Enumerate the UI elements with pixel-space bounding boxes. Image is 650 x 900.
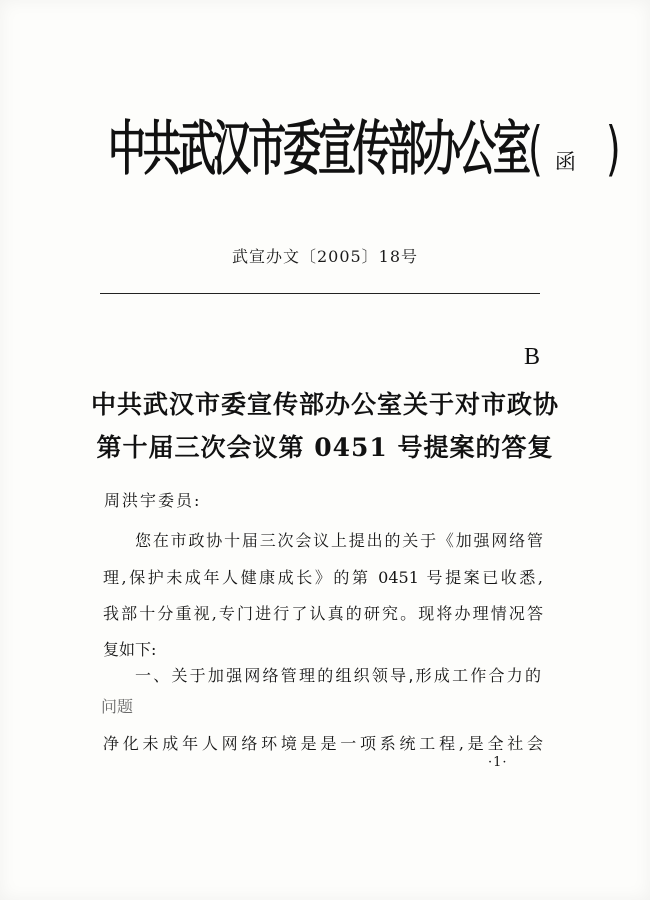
body-line: 理,保护未成年人健康成长》的第 0451 号提案已收悉, (103, 568, 543, 587)
page-number: ·1· (488, 755, 508, 770)
salutation: 周洪宇委员: (104, 491, 202, 510)
body-line: 您在市政协十届三次会议上提出的关于《加强网络管 (135, 531, 543, 550)
section-heading: 一、关于加强网络管理的组织领导,形成工作合力的 (135, 666, 541, 685)
body-line: 净化未成年人网络环境是是一项系统工程,是全社会 (103, 734, 543, 753)
header-divider (100, 293, 540, 294)
document-title-line-2: 第十届三次会议第 0451 号提案的答复 (96, 433, 554, 462)
letterhead-close-paren: ) (605, 114, 621, 183)
body-line: 我部十分重视,专门进行了认真的研究。现将办理情况答 (103, 604, 543, 623)
classification-mark: B (524, 344, 541, 370)
letterhead-letter-type: 函 (554, 150, 576, 174)
letterhead-organization: 中共武汉市委宣传部办公室 (108, 114, 529, 183)
letterhead-open-paren: ( (528, 114, 543, 183)
document-title-line-1: 中共武汉市委宣传部办公室关于对市政协 (90, 390, 559, 419)
document-number: 武宣办文〔2005〕18号 (231, 247, 419, 266)
letterhead (108, 114, 621, 220)
section-heading-continuation: 问题 (101, 697, 134, 716)
body-line: 复如下: (103, 640, 157, 659)
